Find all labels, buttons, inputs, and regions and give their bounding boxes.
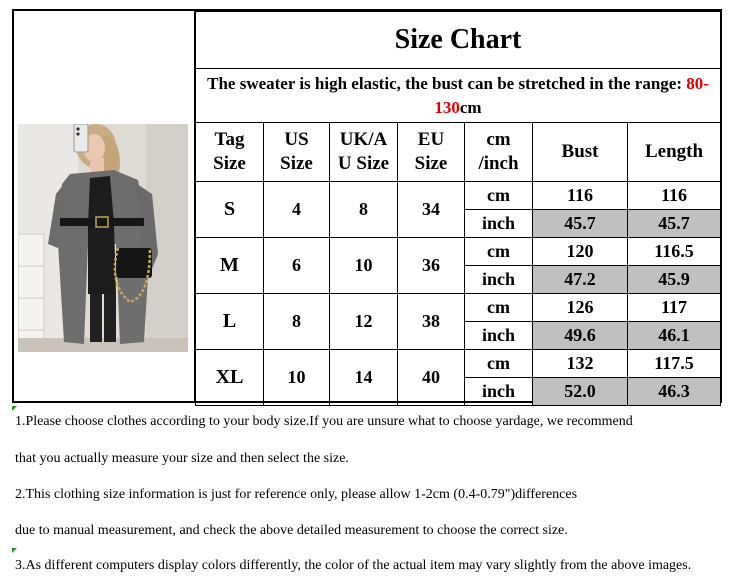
header-us-size (264, 123, 330, 182)
bust-inch-cell: 49.6 (533, 322, 628, 350)
corner-mark (12, 406, 17, 411)
header-uka-size-line1: UK/A (339, 129, 388, 150)
header-us-size-line2: Size (280, 153, 313, 174)
bust-cm-cell: 126 (533, 294, 628, 322)
header-eu-size-line1: EU (417, 129, 445, 150)
length-cm-cell: 117 (628, 294, 721, 322)
header-eu-size-line2: Size (414, 153, 448, 174)
table-row (196, 238, 721, 266)
product-photo (18, 124, 188, 352)
note-2a: 2.This clothing size information is just for reference only, please allow 1-2cm (0.4-0.79")differences (15, 487, 578, 502)
header-eu-size (398, 123, 465, 182)
header-unit-line1: cm (486, 129, 511, 150)
unit-cm-cell: cm (465, 294, 533, 322)
uka-size-cell: 8 (330, 182, 398, 238)
elastic-range-unit: cm (459, 97, 482, 117)
header-bust: Bust (533, 123, 628, 182)
header-us-size-line1: US (284, 129, 309, 150)
chart-title: Size Chart (196, 12, 721, 69)
bust-inch-cell: 52.0 (533, 378, 628, 406)
unit-cm-cell: cm (465, 238, 533, 266)
length-inch-cell: 45.7 (628, 210, 721, 238)
table-row (196, 350, 721, 378)
length-cm-cell: 116.5 (628, 238, 721, 266)
length-inch-cell: 46.3 (628, 378, 721, 406)
unit-cm-cell: cm (465, 350, 533, 378)
bust-cm-cell: 116 (533, 182, 628, 210)
bust-inch-cell: 47.2 (533, 266, 628, 294)
note-3: 3.As different computers display colors differently, the color of the actual item may vary slightly from the above images. (15, 558, 692, 573)
unit-inch-cell: inch (465, 210, 533, 238)
eu-size-cell: 38 (398, 294, 465, 350)
eu-size-cell: 34 (398, 182, 465, 238)
length-inch-cell: 45.9 (628, 266, 721, 294)
us-size-cell: 4 (264, 182, 330, 238)
size-table (195, 11, 721, 406)
header-tag-size-line2: Size (213, 153, 246, 174)
tag-size-cell: S (196, 182, 264, 238)
uka-size-cell: 14 (330, 350, 398, 406)
unit-inch-cell: inch (465, 266, 533, 294)
header-uka-size (330, 123, 398, 182)
length-cm-cell: 116 (628, 182, 721, 210)
uka-size-cell: 12 (330, 294, 398, 350)
us-size-cell: 6 (264, 238, 330, 294)
header-row (196, 123, 721, 182)
unit-cm-cell: cm (465, 182, 533, 210)
header-length: Length (628, 123, 721, 182)
tag-size-cell: L (196, 294, 264, 350)
eu-size-cell: 36 (398, 238, 465, 294)
unit-inch-cell: inch (465, 378, 533, 406)
header-uka-size-line2: U Size (337, 153, 390, 174)
note-2b: due to manual measurement, and check the above detailed measurement to choose the correct size. (15, 523, 568, 538)
header-tag-size (196, 123, 264, 182)
tag-size-cell: M (196, 238, 264, 294)
dresser (18, 234, 44, 352)
length-cm-cell: 117.5 (628, 350, 721, 378)
product-photo-cell (14, 11, 195, 401)
size-chart (12, 9, 722, 403)
belt (60, 218, 144, 226)
bust-cm-cell: 120 (533, 238, 628, 266)
uka-size-cell: 10 (330, 238, 398, 294)
bust-cm-cell: 132 (533, 350, 628, 378)
elastic-note (196, 69, 721, 123)
note-1a: 1.Please choose clothes according to your body size.If you are unsure what to choose yardage, we recommend (15, 414, 633, 429)
note-1b: that you actually measure your size and then select the size. (15, 451, 349, 466)
table-row (196, 182, 721, 210)
unit-inch-cell: inch (465, 322, 533, 350)
length-inch-cell: 46.1 (628, 322, 721, 350)
header-unit (465, 123, 533, 182)
us-size-cell: 8 (264, 294, 330, 350)
handbag (116, 248, 152, 278)
elastic-note-text: The sweater is high elastic, the bust can be stretched in the range: (207, 73, 682, 93)
bust-inch-cell: 45.7 (533, 210, 628, 238)
corner-mark (12, 548, 17, 553)
us-size-cell: 10 (264, 350, 330, 406)
elastic-range: 80-130 (434, 73, 709, 117)
eu-size-cell: 40 (398, 350, 465, 406)
tag-size-cell: XL (196, 350, 264, 406)
table-row (196, 294, 721, 322)
phone (74, 124, 88, 152)
header-unit-line2: /inch (478, 153, 519, 174)
header-tag-size-line1: Tag (214, 129, 245, 150)
